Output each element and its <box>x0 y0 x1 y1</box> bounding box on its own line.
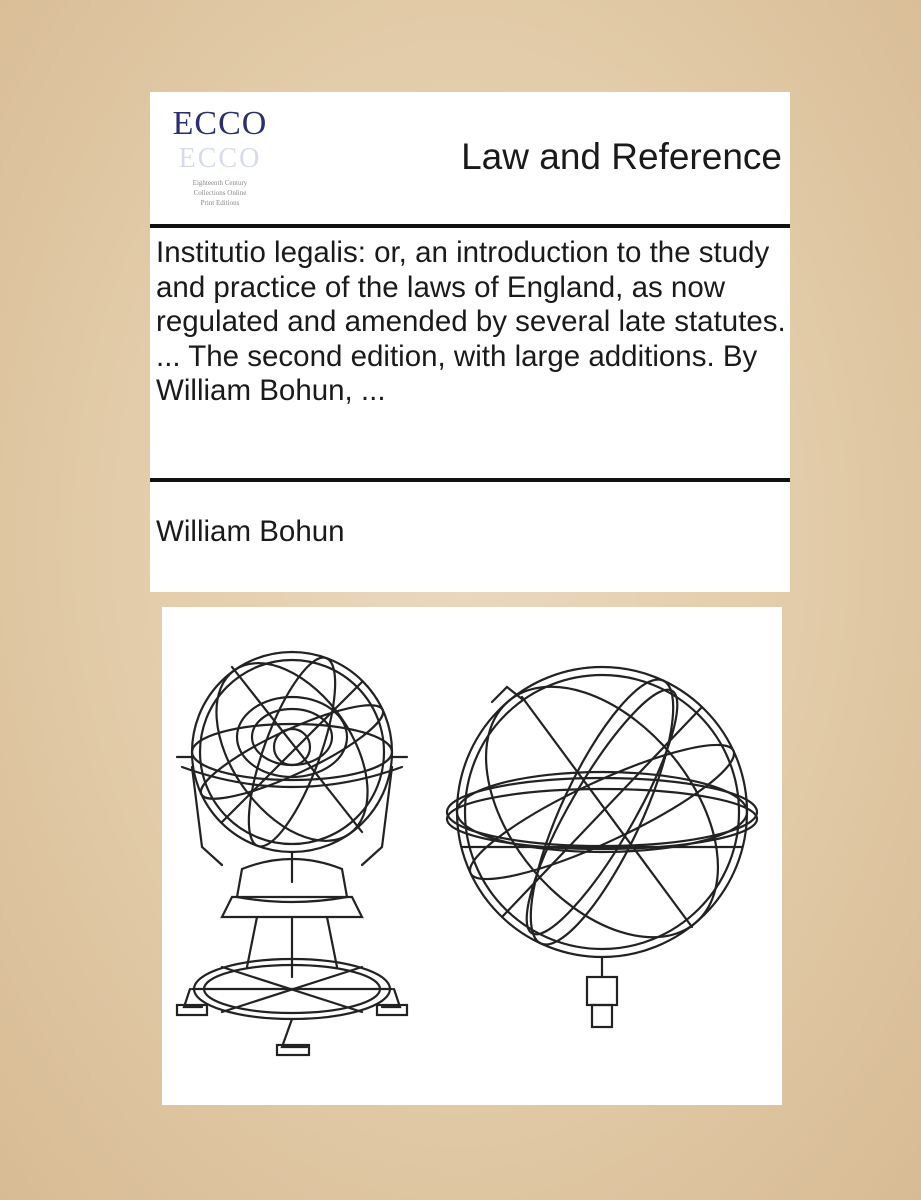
bottom-divider <box>150 478 790 482</box>
left-armillary-sphere <box>177 636 407 1055</box>
logo-fine-line: Eighteenth Century <box>192 179 248 187</box>
logo-fine-print <box>170 178 270 208</box>
engraving-image <box>162 607 782 1105</box>
logo-ghost: ECCO <box>178 143 262 174</box>
logo-fine-line: Print Editions <box>200 199 240 207</box>
book-title: Institutio legalis: or, an introduction to the study and practice of the laws of England, as now regulated and amended by several late statutes. ... The second edition, with large additions. By William Bohun, ... <box>156 236 786 407</box>
right-armillary-sphere <box>440 643 764 1027</box>
logo-fine-line: Collections Online <box>193 189 247 197</box>
top-divider <box>150 224 790 228</box>
cover-panel <box>150 92 790 592</box>
book-author: William Bohun <box>156 515 345 548</box>
armillary-spheres-engraving <box>162 607 782 1105</box>
logo-brand: ECCO <box>172 105 268 142</box>
series-name: Law and Reference <box>461 136 782 177</box>
ecco-logo <box>170 104 270 214</box>
